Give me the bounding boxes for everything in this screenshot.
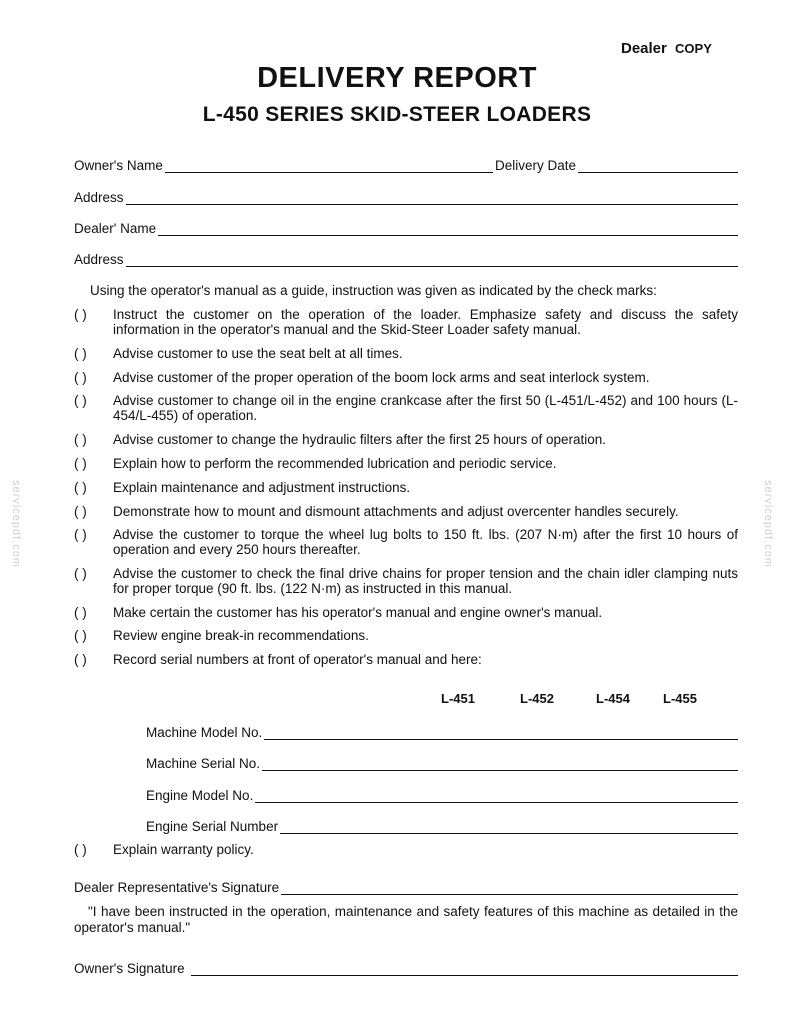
machine-serial-label: Machine Serial No.	[146, 756, 261, 771]
dealer-signature-label: Dealer Representative's Signature	[74, 880, 280, 895]
checklist-item-text: Make certain the customer has his operator's manual and engine owner's manual.	[113, 605, 603, 620]
engine-serial-field[interactable]	[280, 820, 738, 834]
watermark-left: servicepdf.com	[10, 480, 22, 568]
checklist-item-text: Advise the customer to check the final drive chains for proper tension and the chain idler clamping nuts for proper torque (90 ft. lbs. (122 N·m) as instructed in this manual.	[113, 566, 738, 596]
report-title: DELIVERY REPORT	[257, 62, 537, 94]
checkbox[interactable]: ( )	[74, 605, 87, 620]
engine-model-row	[146, 785, 738, 803]
dealer-address-row	[74, 249, 738, 267]
model-heading: L-451	[441, 691, 475, 706]
watermark-right: servicepdf.com	[762, 480, 774, 568]
checkbox[interactable]: ( )	[74, 566, 87, 581]
checklist-item	[74, 652, 738, 667]
checklist-item-text: Demonstrate how to mount and dismount attachments and adjust overcenter handles securely.	[113, 504, 679, 519]
checklist-item-text: Advise customer to change the hydraulic filters after the first 25 hours of operation.	[113, 432, 607, 447]
machine-model-field[interactable]	[264, 726, 738, 740]
checkbox[interactable]: ( )	[74, 307, 87, 322]
checkbox[interactable]: ( )	[74, 628, 87, 643]
engine-model-field[interactable]	[255, 789, 738, 803]
owner-address-label: Address	[74, 190, 124, 205]
checkbox[interactable]: ( )	[74, 432, 87, 447]
checklist-item-text: Advise the customer to torque the wheel lug bolts to 150 ft. lbs. (207 N·m) after the first 10 hours of operation and every 250 hours thereafter.	[113, 527, 738, 557]
checklist-item-text: Advise customer of the proper operation of the boom lock arms and seat interlock system.	[113, 370, 650, 385]
machine-model-label: Machine Model No.	[146, 725, 263, 740]
owner-address-field[interactable]	[126, 191, 738, 205]
dealer-signature-field[interactable]	[281, 881, 738, 895]
owner-delivery-row	[74, 155, 738, 173]
checkbox[interactable]: ( )	[74, 652, 87, 667]
dealer-address-field[interactable]	[126, 253, 738, 267]
checkbox[interactable]: ( )	[74, 842, 87, 857]
checkbox[interactable]: ( )	[74, 393, 87, 408]
model-heading: L-452	[520, 691, 554, 706]
dealer-signature-row	[74, 877, 738, 895]
checklist-item	[74, 393, 738, 423]
model-heading: L-455	[663, 691, 697, 706]
checklist-item	[74, 432, 738, 447]
instruction-text: Using the operator's manual as a guide, instruction was given as indicated by the check marks:	[90, 283, 657, 298]
owner-signature-label: Owner's Signature	[74, 961, 185, 976]
checkbox[interactable]: ( )	[74, 370, 87, 385]
checkbox[interactable]: ( )	[74, 504, 87, 519]
checklist-item	[74, 628, 738, 643]
engine-serial-label: Engine Serial Number	[146, 819, 279, 834]
checklist-item-text: Explain warranty policy.	[113, 842, 254, 857]
checklist-item	[74, 307, 738, 337]
checklist-item-text: Advise customer to use the seat belt at all times.	[113, 346, 403, 361]
owners-name-field[interactable]	[165, 159, 493, 173]
checkbox[interactable]: ( )	[74, 527, 87, 542]
checklist-item	[74, 370, 738, 385]
checklist-item-text: Review engine break-in recommendations.	[113, 628, 369, 643]
dealer-label: Dealer	[621, 40, 667, 57]
checklist-item	[74, 456, 738, 471]
machine-model-row	[146, 722, 738, 740]
checklist-item	[74, 566, 738, 596]
checklist-item-text: Advise customer to change oil in the engine crankcase after the first 50 (L-451/L-452) and 100 hours (L-454/L-455) of operation.	[113, 393, 738, 423]
checklist-item	[74, 605, 738, 620]
dealer-name-field[interactable]	[158, 222, 738, 236]
checkbox[interactable]: ( )	[74, 480, 87, 495]
checklist-item-text: Record serial numbers at front of operator's manual and here:	[113, 652, 482, 667]
checklist-item-warranty	[74, 842, 738, 857]
owner-signature-row	[74, 958, 738, 976]
owner-acknowledgement: "I have been instructed in the operation, maintenance and safety features of this machine as detailed in the operator's manual."	[74, 904, 738, 935]
owners-name-label: Owner's Name	[74, 158, 163, 173]
checklist-item	[74, 346, 738, 361]
checkbox[interactable]: ( )	[74, 456, 87, 471]
owner-signature-field[interactable]	[191, 962, 738, 976]
machine-serial-field[interactable]	[262, 757, 738, 771]
dealer-name-label: Dealer' Name	[74, 221, 157, 236]
checkbox[interactable]: ( )	[74, 346, 87, 361]
model-heading: L-454	[596, 691, 630, 706]
checklist-item	[74, 527, 738, 557]
dealer-name-row	[74, 218, 738, 236]
report-subtitle: L-450 SERIES SKID-STEER LOADERS	[202, 103, 592, 126]
checklist-item	[74, 504, 738, 519]
copy-label: COPY	[675, 41, 712, 56]
delivery-date-field[interactable]	[578, 159, 738, 173]
dealer-address-label: Address	[74, 252, 124, 267]
checklist-item-text: Explain maintenance and adjustment instructions.	[113, 480, 411, 495]
owner-address-row	[74, 187, 738, 205]
machine-serial-row	[146, 753, 738, 771]
checklist-item-text: Instruct the customer on the operation of the loader. Emphasize safety and discuss the safety information in the operator's manual and the Skid-Steer Loader safety manual.	[113, 307, 738, 337]
delivery-date-label: Delivery Date	[494, 158, 576, 173]
checklist-item	[74, 480, 738, 495]
engine-model-label: Engine Model No.	[146, 788, 254, 803]
copy-designation	[621, 40, 712, 57]
engine-serial-row	[146, 816, 738, 834]
checklist-item-text: Explain how to perform the recommended lubrication and periodic service.	[113, 456, 557, 471]
